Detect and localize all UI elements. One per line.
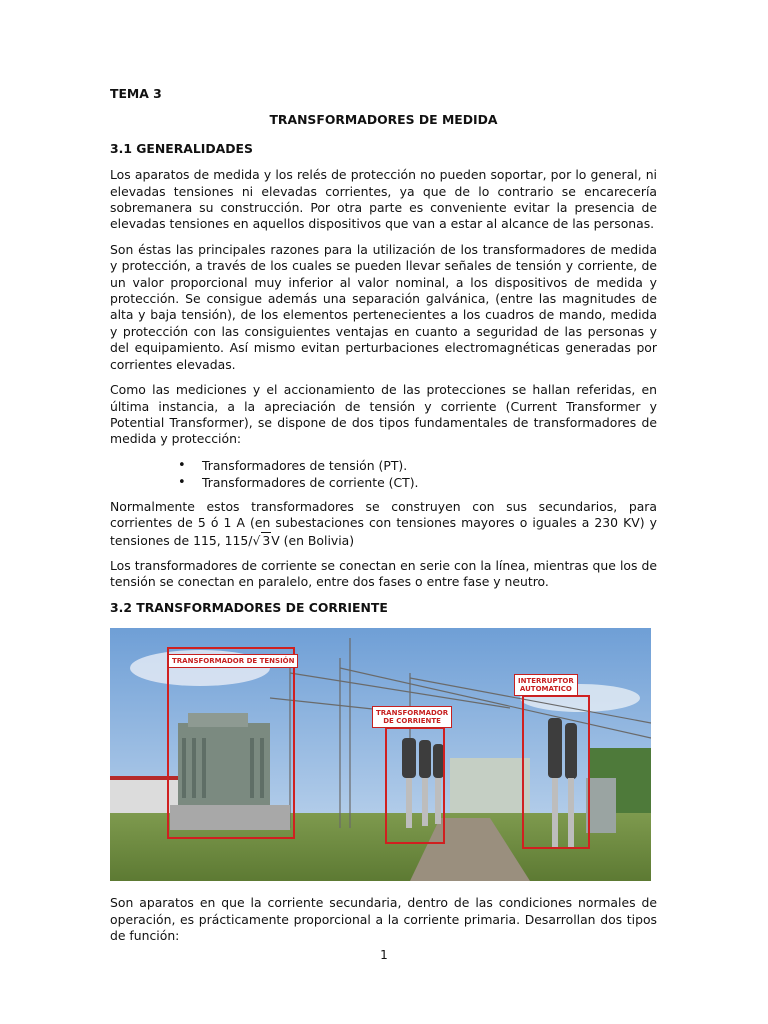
page-number: 1 xyxy=(380,948,388,962)
sqrt-sign: √ xyxy=(252,532,261,548)
document-body xyxy=(110,86,657,953)
section-heading-corriente: 3.2 TRANSFORMADORES DE CORRIENTE xyxy=(110,599,388,615)
label-transformador-tension: TRANSFORMADOR DE TENSIÓN xyxy=(168,654,298,668)
paragraph-2: Son éstas las principales razones para la utilización de los transformadores de medida y protección, a través de los cuales se pueden llevar señales de tensión y corriente, de un valor proporcional muy inferior al valor nominal, a los dispositivos de medida y protección. Se consigue además una separación galvánica, (entre las magnitudes de alta y baja tensión), de los elementos pertenecientes a los cuadros de mando, medida y protección con las consiguientes ventajas en cuanto a seguridad de las personas y del equipamiento. Así mismo evitan perturbaciones electromagnéticas generadas por corrientes elevadas. xyxy=(110,241,657,372)
section-heading-generalidades: 3.1 GENERALIDADES xyxy=(110,140,253,156)
paragraph-1: Los aparatos de medida y los relés de protección no pueden soportar, por lo general, ni elevadas tensiones ni elevadas corrientes, ya que de lo contrario se encarecería sobremanera su construcción. Por otra parte es conveniente evitar la presencia de elevadas tensiones en aquellos dispositivos que van a estar al alcance de las personas. xyxy=(110,167,657,232)
label-transformador-corriente: TRANSFORMADOR DE CORRIENTE xyxy=(372,706,452,728)
substation-photo xyxy=(110,628,651,881)
paragraph-4 xyxy=(110,499,657,549)
list-item: • Transformadores de corriente (CT). xyxy=(202,474,657,491)
paragraph-5: Los transformadores de corriente se conectan en serie con la línea, mientras que los de tensión se conectan en paralelo, entre dos fases o entre fase y neutro. xyxy=(110,557,657,590)
topic-label: TEMA 3 xyxy=(110,86,162,101)
paragraph-6: Son aparatos en que la corriente secundaria, dentro de las condiciones normales de operación, es prácticamente proporcional a la corriente primaria. Desarrollan dos tipos de función: xyxy=(110,895,657,943)
paragraph-4-text: Normalmente estos transformadores se construyen con sus secundarios, para corrientes de 5 ó 1 A (en subestaciones con tensiones mayores o iguales a 230 KV) y tensiones de 115, 115/ xyxy=(110,498,657,548)
transformer-types-list xyxy=(110,457,657,491)
paragraph-4-tail: V (en Bolivia) xyxy=(271,532,355,548)
label-interruptor-automatico: INTERRUPTOR AUTOMATICO xyxy=(514,674,578,696)
list-item: • Transformadores de tensión (PT). xyxy=(202,457,657,474)
paragraph-3: Como las mediciones y el accionamiento de las protecciones se hallan referidas, en última instancia, a la apreciación de tensión y corriente (Current Transformer y Potential Transformer), se dispone de dos tipos fundamentales de transformadores de medida y protección: xyxy=(110,382,657,447)
document-title: TRANSFORMADORES DE MEDIDA xyxy=(269,112,498,128)
sqrt-radicand: 3 xyxy=(262,532,271,548)
